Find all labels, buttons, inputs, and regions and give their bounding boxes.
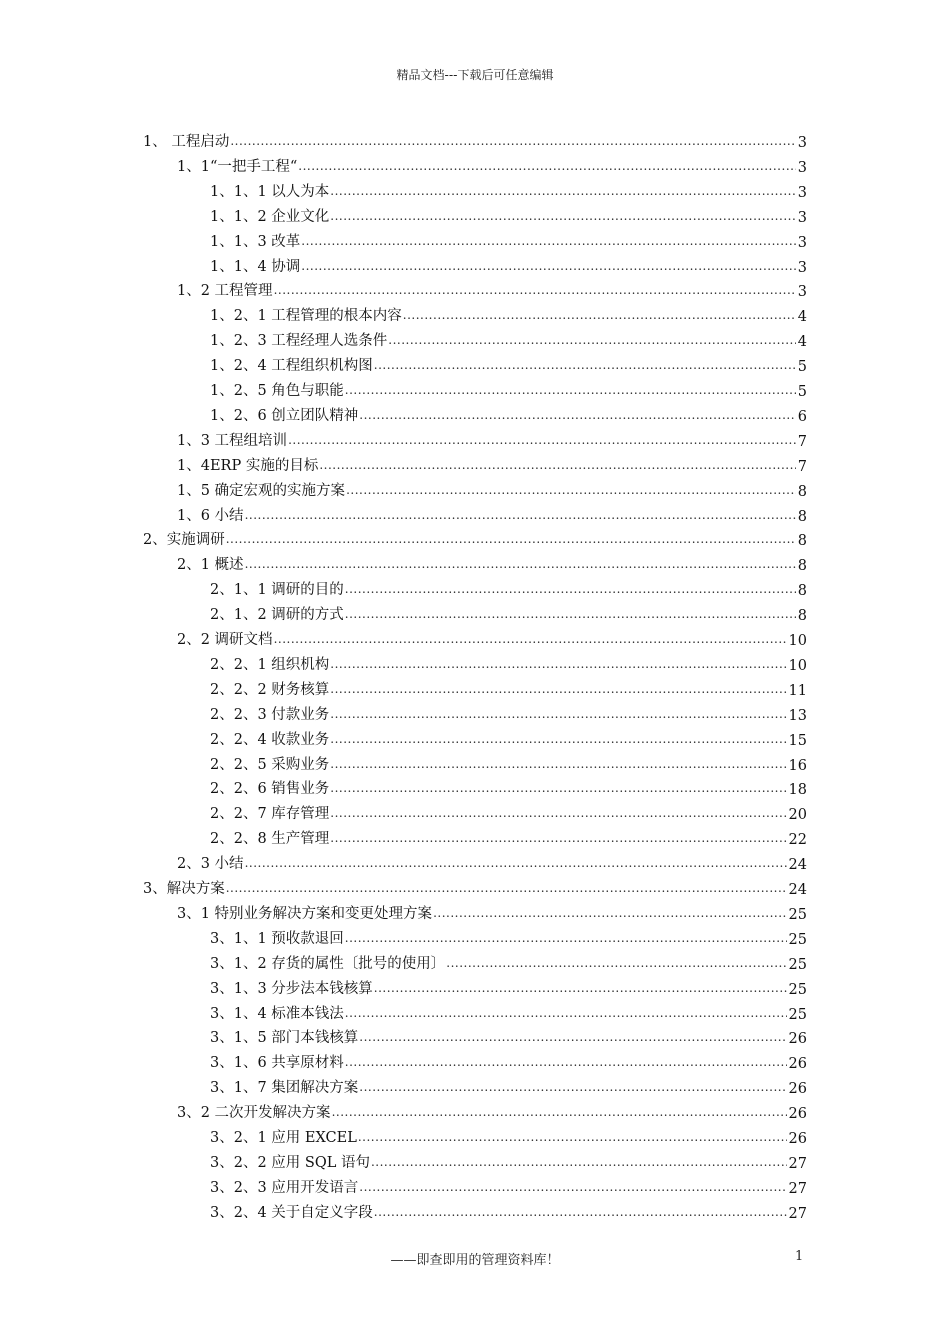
toc-entry-title: 3、2、4 关于自定义字段	[210, 1204, 373, 1221]
toc-dot-leader	[301, 234, 795, 248]
toc-dot-leader	[446, 956, 786, 970]
toc-dot-leader	[330, 757, 786, 771]
toc-entry[interactable]	[210, 725, 807, 749]
toc-entry-page: 3	[797, 135, 807, 151]
toc-entry-page: 8	[797, 558, 807, 575]
toc-dot-leader	[226, 532, 796, 546]
toc-dot-leader	[433, 906, 786, 920]
toc-entry-title: 1、2、4 工程组织机构图	[210, 358, 373, 375]
toc-entry[interactable]	[210, 824, 807, 848]
toc-entry-title: 3、2、1 应用 EXCEL	[210, 1130, 357, 1146]
toc-dot-leader	[374, 358, 796, 372]
toc-dot-leader	[319, 458, 795, 472]
toc-entry-title: 1、1“一把手工程“	[177, 158, 298, 175]
toc-dot-leader	[374, 1205, 787, 1219]
toc-entry-title: 3、1 特别业务解决方案和变更处理方案	[177, 905, 433, 922]
toc-entry-title: 3、2 二次开发解决方案	[177, 1105, 331, 1122]
toc-entry[interactable]	[210, 1198, 807, 1222]
toc-dot-leader	[346, 483, 796, 497]
toc-dot-leader	[245, 557, 796, 571]
toc-entry[interactable]	[143, 874, 807, 898]
toc-entry-title: 2、实施调研	[143, 532, 225, 549]
toc-entry-page: 3	[797, 284, 807, 301]
toc-dot-leader	[359, 1030, 786, 1044]
toc-entry-page: 26	[788, 1031, 807, 1048]
toc-entry-page: 3	[797, 184, 807, 201]
toc-entry-page: 27	[788, 1155, 807, 1172]
toc-entry-page: 6	[797, 408, 807, 425]
toc-entry-title: 1、2、5 角色与职能	[210, 383, 344, 399]
toc-dot-leader	[359, 1080, 786, 1094]
toc-entry[interactable]	[210, 974, 807, 998]
toc-entry-page: 25	[788, 931, 807, 948]
toc-entry-title: 3、2、3 应用开发语言	[210, 1179, 359, 1196]
toc-entry[interactable]	[210, 799, 807, 823]
toc-entry-title: 2、1 概述	[177, 557, 244, 574]
toc-dot-leader	[330, 732, 786, 746]
toc-entry-title: 2、2、8 生产管理	[210, 831, 330, 848]
footer-page-number: 1	[795, 1249, 804, 1264]
toc-entry-title: 1、2、1 工程管理的根本内容	[210, 308, 402, 325]
toc-dot-leader	[288, 433, 796, 447]
toc-dot-leader	[301, 259, 795, 273]
toc-entry-page: 11	[788, 682, 807, 699]
toc-entry-title: 2、2、1 组织机构	[210, 656, 330, 673]
toc-entry-title: 2、2、7 库存管理	[210, 806, 330, 823]
toc-dot-leader	[358, 1130, 787, 1144]
toc-entry-title: 1、1、2 企业文化	[210, 208, 330, 225]
toc-entry-page: 8	[797, 608, 807, 625]
toc-dot-leader	[359, 1180, 786, 1194]
toc-dot-leader	[345, 1055, 787, 1069]
toc-entry[interactable]	[210, 675, 807, 699]
toc-entry-page: 24	[788, 857, 807, 874]
toc-dot-leader	[230, 134, 795, 148]
toc-entry-page: 4	[797, 309, 807, 326]
toc-entry[interactable]	[210, 949, 807, 973]
toc-dot-leader	[359, 408, 795, 422]
toc-entry-page: 7	[797, 458, 807, 475]
toc-entry-page: 26	[788, 1056, 807, 1073]
toc-entry-title: 1、2、3 工程经理人选条件	[210, 333, 388, 350]
toc-entry-page: 25	[788, 906, 807, 923]
toc-entry[interactable]	[210, 1123, 807, 1147]
toc-entry[interactable]	[210, 1023, 807, 1047]
toc-entry-title: 1、6 小结	[177, 507, 244, 524]
toc-entry-title: 1、1、4 协调	[210, 258, 301, 275]
toc-dot-leader	[345, 1006, 787, 1020]
toc-entry-page: 7	[797, 433, 807, 450]
toc-dot-leader	[388, 333, 795, 347]
toc-dot-leader	[332, 1105, 787, 1119]
toc-entry-page: 3	[797, 259, 807, 276]
toc-entry-page: 3	[797, 234, 807, 251]
toc-entry-page: 13	[788, 707, 807, 724]
toc-entry[interactable]	[177, 152, 807, 176]
toc-entry[interactable]	[210, 202, 807, 226]
toc-dot-leader	[226, 881, 787, 895]
toc-entry-page: 8	[797, 533, 807, 550]
toc-dot-leader	[330, 657, 786, 671]
toc-dot-leader	[345, 582, 796, 596]
toc-dot-leader	[330, 781, 786, 795]
footer-text: ——即查即用的管理资料库！	[390, 1253, 560, 1268]
page-header: 精品文档---下载后可任意编辑	[396, 68, 554, 82]
toc-entry[interactable]	[210, 650, 807, 674]
toc-entry-page: 8	[797, 583, 807, 600]
toc-entry-title: 1、 工程启动	[143, 134, 230, 150]
toc-dot-leader	[371, 1155, 787, 1169]
toc-entry-title: 2、1、1 调研的目的	[210, 582, 344, 599]
toc-entry-title: 3、1、1 预收款退回	[210, 930, 344, 947]
toc-entry[interactable]	[177, 550, 807, 574]
toc-entry[interactable]	[177, 276, 807, 300]
toc-entry-page: 8	[797, 483, 807, 500]
toc-entry-page: 26	[788, 1106, 807, 1123]
toc-entry[interactable]	[210, 774, 807, 798]
toc-dot-leader	[345, 383, 796, 397]
toc-entry-page: 27	[788, 1180, 807, 1197]
toc-entry-title: 1、2 工程管理	[177, 283, 273, 300]
toc-entry[interactable]	[210, 700, 807, 724]
toc-entry[interactable]	[210, 750, 807, 774]
toc-dot-leader	[374, 981, 787, 995]
toc-entry-title: 2、1、2 调研的方式	[210, 607, 344, 624]
toc-entry-page: 25	[788, 981, 807, 998]
toc-entry[interactable]	[210, 252, 807, 276]
toc-entry-page: 10	[788, 633, 807, 649]
toc-dot-leader	[330, 831, 786, 845]
toc-entry-page: 8	[797, 508, 807, 525]
toc-entry[interactable]	[210, 376, 807, 400]
toc-entry[interactable]	[177, 849, 807, 873]
toc-entry[interactable]	[177, 625, 807, 649]
toc-entry[interactable]	[210, 401, 807, 425]
toc-entry[interactable]	[210, 1073, 807, 1097]
toc-entry-page: 5	[797, 359, 807, 376]
toc-entry-title: 2、2、3 付款业务	[210, 706, 330, 723]
toc-entry-page: 5	[797, 384, 807, 400]
toc-entry-title: 1、3 工程组培训	[177, 432, 288, 449]
toc-entry-page: 16	[788, 757, 807, 774]
toc-entry[interactable]	[177, 899, 807, 923]
toc-entry[interactable]	[210, 1048, 807, 1072]
toc-entry-title: 1、4ERP 实施的目标	[177, 457, 319, 474]
toc-entry-title: 1、1、3 改革	[210, 233, 301, 250]
toc-dot-leader	[403, 308, 796, 322]
toc-entry-title: 3、1、7 集团解决方案	[210, 1080, 359, 1097]
toc-entry-title: 2、2、5 采购业务	[210, 756, 330, 773]
toc-entry-title: 3、1、2 存货的属性〔批号的使用〕	[210, 955, 446, 972]
toc-dot-leader	[345, 607, 796, 621]
toc-entry-page: 20	[788, 807, 807, 824]
toc-entry-title: 3、2、2 应用 SQL 语句	[210, 1154, 370, 1171]
toc-dot-leader	[330, 806, 786, 820]
toc-entry[interactable]	[177, 426, 807, 450]
toc-entry[interactable]	[177, 476, 807, 500]
toc-entry-page: 26	[788, 1081, 807, 1098]
toc-entry-title: 2、2、6 销售业务	[210, 781, 330, 798]
toc-dot-leader	[330, 682, 786, 696]
toc-entry[interactable]	[210, 999, 807, 1023]
toc-dot-leader	[298, 159, 795, 173]
toc-entry-page: 18	[788, 782, 807, 799]
toc-entry-title: 2、2、2 财务核算	[210, 681, 330, 698]
toc-entry[interactable]	[210, 1173, 807, 1197]
toc-entry-page: 26	[788, 1131, 807, 1147]
toc-entry-page: 24	[788, 882, 807, 898]
toc-entry-page: 15	[788, 732, 807, 749]
toc-entry[interactable]	[210, 177, 807, 201]
toc-dot-leader	[330, 707, 786, 721]
toc-dot-leader	[345, 931, 787, 945]
toc-dot-leader	[330, 209, 795, 223]
toc-entry[interactable]	[210, 1148, 807, 1172]
toc-entry[interactable]	[210, 351, 807, 375]
toc-entry-title: 3、1、4 标准本钱法	[210, 1005, 344, 1022]
toc-entry-page: 25	[788, 956, 807, 973]
toc-entry-page: 27	[788, 1205, 807, 1222]
toc-dot-leader	[274, 632, 787, 646]
toc-entry-page: 25	[788, 1006, 807, 1023]
toc-dot-leader	[245, 856, 787, 870]
toc-entry[interactable]	[210, 600, 807, 624]
toc-entry-title: 3、1、5 部门本钱核算	[210, 1030, 359, 1047]
toc-entry[interactable]	[143, 127, 807, 151]
toc-entry[interactable]	[177, 501, 807, 525]
toc-entry[interactable]	[210, 575, 807, 599]
toc-entry-title: 3、解决方案	[143, 881, 225, 897]
toc-entry[interactable]	[210, 326, 807, 350]
toc-entry-title: 2、2、4 收款业务	[210, 731, 330, 748]
toc-entry-page: 3	[797, 209, 807, 226]
toc-dot-leader	[330, 184, 795, 198]
toc-entry-title: 3、1、3 分步法本钱核算	[210, 980, 373, 997]
toc-entry[interactable]	[177, 1098, 807, 1122]
toc-dot-leader	[274, 283, 796, 297]
toc-entry-title: 3、1、6 共享原材料	[210, 1055, 344, 1072]
toc-entry[interactable]	[210, 924, 807, 948]
toc-entry[interactable]	[210, 301, 807, 325]
toc-entry-title: 1、1、1 以人为本	[210, 183, 330, 200]
toc-entry-title: 2、2 调研文档	[177, 632, 273, 648]
toc-entry-title: 1、5 确定宏观的实施方案	[177, 482, 346, 499]
toc-entry-title: 1、2、6 创立团队精神	[210, 407, 359, 424]
toc-entry[interactable]	[143, 525, 807, 549]
toc-entry-page: 3	[797, 159, 807, 176]
toc-entry[interactable]	[210, 227, 807, 251]
toc-entry-title: 2、3 小结	[177, 856, 244, 873]
toc-entry-page: 4	[797, 334, 807, 351]
toc-entry-page: 22	[788, 832, 807, 849]
toc-entry[interactable]	[177, 451, 807, 475]
toc-entry-page: 10	[788, 657, 807, 674]
toc-dot-leader	[245, 508, 796, 522]
